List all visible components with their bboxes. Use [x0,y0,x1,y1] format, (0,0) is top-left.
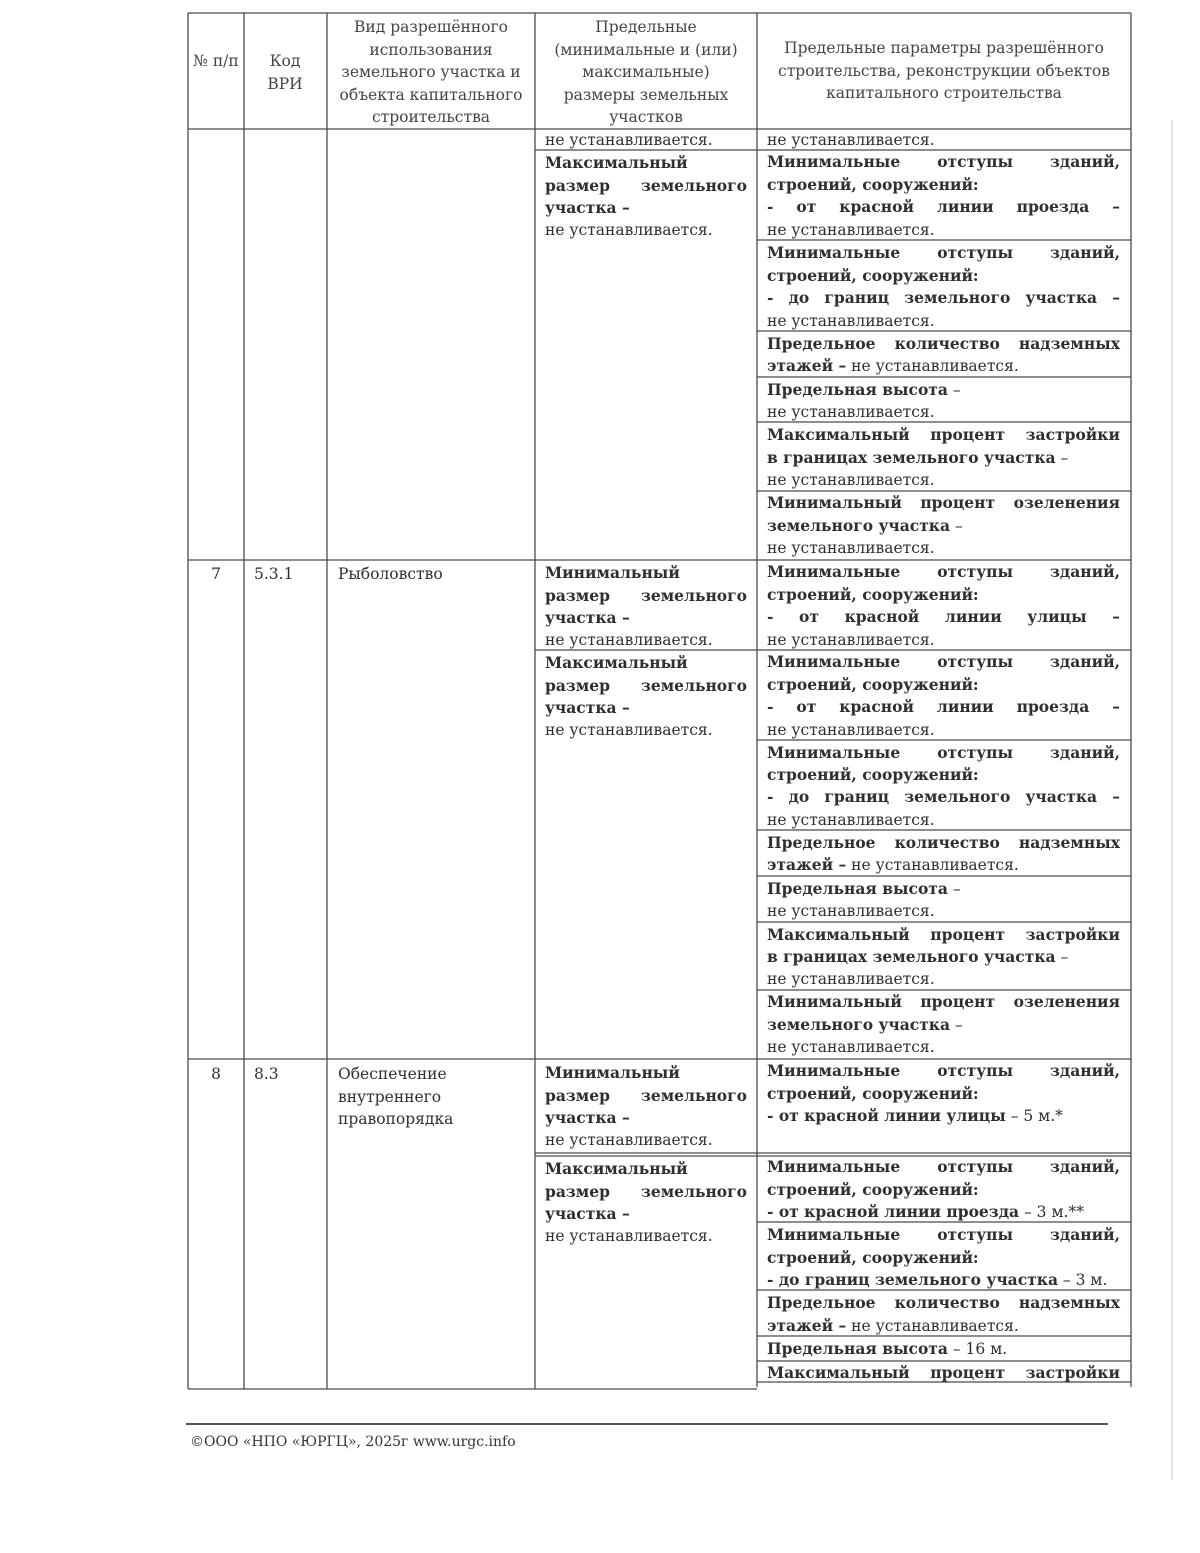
text-line: Максимальный процент застройки [767,925,1120,944]
text-line: не устанавливается. [767,312,935,330]
text-line: земельного участка – [767,1015,963,1034]
row8-kind-line3: правопорядка [338,1110,454,1128]
text-line: Минимальные отступы зданий, [767,562,1120,581]
text-line: Максимальный [545,653,688,672]
text-line: не устанавливается. [545,221,713,239]
text-line: не устанавливается. [767,539,935,557]
text-line: Максимальный процент застройки [767,1363,1120,1382]
text-line: строений, сооружений: [767,765,979,784]
text-line: Максимальный процент застройки [767,425,1120,444]
text-line: не устанавливается. [767,1038,935,1056]
text-line: не устанавливается. [767,471,935,489]
text-line: не устанавливается. [767,631,935,649]
text-line: размер земельного [545,586,747,605]
text-line: Предельная высота – [767,380,961,399]
cont-param-tail: не устанавливается. [767,131,935,149]
text-line: - от красной линии улицы – 5 м.* [767,1106,1063,1125]
row8-kind-line2: внутреннего [338,1088,442,1106]
text-line: Предельное количество надземных [767,334,1120,353]
header-params: Предельные параметры разрешённого строительства, реконструкции объектов капитального строительства [778,39,1110,102]
text-line: не устанавливается. [767,403,935,421]
text-line: Предельное количество надземных [767,1293,1120,1312]
text-line: участка – [545,198,630,217]
text-line: - до границ земельного участка – 3 м. [767,1270,1108,1289]
text-line: участка – [545,1108,630,1127]
text-line: не устанавливается. [545,1131,713,1149]
text-line: Максимальный [545,1159,688,1178]
row7-kind: Рыболовство [338,565,443,583]
row8-code: 8.3 [254,1065,279,1083]
text-line: размер земельного [545,1086,747,1105]
text-line: этажей – не устанавливается. [767,1316,1019,1335]
footer-divider [186,1423,1108,1425]
text-line: строений, сооружений: [767,266,979,285]
text-line: - от красной линии проезда – 3 м.** [767,1202,1084,1221]
text-line: не устанавливается. [767,970,935,988]
text-line: не устанавливается. [545,721,713,739]
text-line: Минимальные отступы зданий, [767,152,1120,171]
text-line: Максимальный [545,153,688,172]
row7-code: 5.3.1 [254,565,294,583]
text-line: не устанавливается. [767,902,935,920]
text-line: не устанавливается. [545,631,713,649]
header-kind: Вид разрешённого использования земельного участка и объекта капитального строительства [339,18,523,126]
text-line: в границах земельного участка – [767,448,1069,467]
text-line: земельного участка – [767,516,963,535]
text-line: - до границ земельного участка – [767,288,1120,307]
text-line: размер земельного [545,1182,747,1201]
text-line: в границах земельного участка – [767,947,1069,966]
footer-copyright: ©ООО «НПО «ЮРГЦ», 2025г www.urgc.info [190,1434,516,1450]
text-line: Минимальные отступы зданий, [767,243,1120,262]
text-line: размер земельного [545,176,747,195]
text-line: строений, сооружений: [767,1084,979,1103]
text-line: этажей – не устанавливается. [767,356,1019,375]
cont-sizes-tail: не устанавливается. [545,131,713,149]
text-line: Предельное количество надземных [767,833,1120,852]
text-line: размер земельного [545,676,747,695]
text-line: не устанавливается. [767,721,935,739]
row7-num: 7 [211,565,221,583]
text-line: - от красной линии проезда – [767,697,1120,716]
header-code: Код ВРИ [267,52,303,93]
text-line: Минимальный процент озеленения [767,493,1120,512]
text-line: - до границ земельного участка – [767,787,1120,806]
text-line: Минимальные отступы зданий, [767,743,1120,762]
text-line: Минимальные отступы зданий, [767,1061,1120,1080]
text-line: участка – [545,608,630,627]
text-line: - от красной линии улицы – [767,607,1120,626]
text-line: строений, сооружений: [767,675,979,694]
text-line: участка – [545,1204,630,1223]
text-line: не устанавливается. [767,221,935,239]
row8-kind-line1: Обеспечение [338,1065,447,1083]
text-line: Предельная высота – [767,879,961,898]
text-line: Предельная высота – 16 м. [767,1339,1008,1358]
header-sizes: Предельные (минимальные и (или) максимальные) размеры земельных участков [554,18,738,126]
text-line: Минимальные отступы зданий, [767,652,1120,671]
text-line: Минимальный [545,563,680,582]
text-line: строений, сооружений: [767,175,979,194]
text-line: Минимальные отступы зданий, [767,1157,1120,1176]
row8-num: 8 [211,1065,221,1083]
text-line: этажей – не устанавливается. [767,855,1019,874]
header-num: № п/п [193,52,239,70]
text-line: - от красной линии проезда – [767,197,1120,216]
text-line: не устанавливается. [767,811,935,829]
text-line: Минимальный [545,1063,680,1082]
text-line: строений, сооружений: [767,585,979,604]
text-line: Минимальные отступы зданий, [767,1225,1120,1244]
text-line: строений, сооружений: [767,1180,979,1199]
text-line: участка – [545,698,630,717]
text-line: не устанавливается. [545,1227,713,1245]
text-line: строений, сооружений: [767,1248,979,1267]
text-line: Минимальный процент озеленения [767,992,1120,1011]
